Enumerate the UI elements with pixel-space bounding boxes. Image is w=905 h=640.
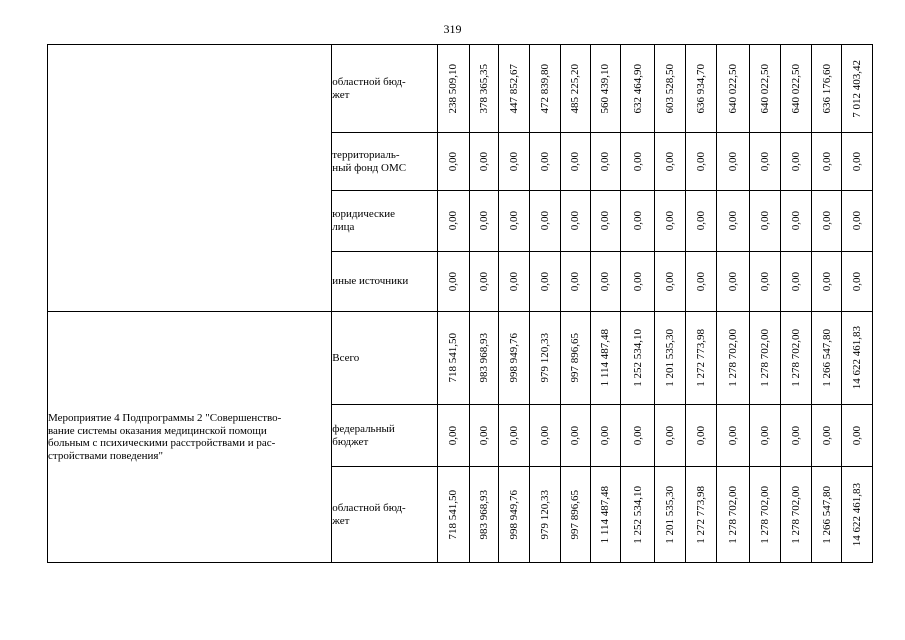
value-text: 1 278 702,00: [726, 329, 739, 387]
value-cell: [811, 405, 842, 467]
value-cell: [811, 45, 842, 133]
value-cell: [716, 252, 750, 312]
value-cell: [560, 252, 590, 312]
value-cell: [716, 45, 750, 133]
value-text: 640 022,50: [759, 63, 772, 114]
value-text: 1 114 487,48: [599, 329, 612, 387]
value-text: 7 012 403,42: [851, 59, 864, 118]
value-cell: [780, 133, 811, 191]
value-cell: [560, 133, 590, 191]
value-cell: [469, 312, 499, 405]
value-text: 0,00: [851, 211, 864, 231]
value-cell: [655, 133, 686, 191]
value-text: 998 949,76: [508, 489, 521, 540]
value-text: 0,00: [599, 151, 612, 172]
value-cell: [621, 191, 655, 252]
event-name-cell: [48, 45, 332, 312]
value-text: 1 266 547,80: [820, 485, 833, 544]
value-text: 0,00: [569, 151, 582, 172]
value-cell: [530, 312, 561, 405]
value-text: 979 120,33: [538, 333, 551, 383]
value-cell: [685, 191, 716, 252]
value-cell: [685, 45, 716, 133]
value-cell: [811, 252, 842, 312]
value-cell: [842, 312, 873, 405]
value-text: 1 266 547,80: [820, 329, 833, 387]
value-cell: [530, 252, 561, 312]
value-text: 447 852,67: [508, 63, 521, 114]
value-cell: [469, 467, 499, 563]
value-cell: [655, 467, 686, 563]
value-cell: [685, 133, 716, 191]
value-text: 14 622 461,83: [851, 326, 864, 390]
value-text: 0,00: [759, 425, 772, 446]
funding-source-cell: областной бюд- жет: [332, 45, 438, 133]
value-text: 0,00: [447, 271, 460, 292]
value-cell: [499, 191, 530, 252]
value-cell: [780, 467, 811, 563]
value-text: 1 201 535,30: [663, 329, 676, 387]
funding-source-cell: иные источники: [332, 252, 438, 312]
value-cell: [780, 312, 811, 405]
value-text: 0,00: [569, 211, 582, 231]
value-cell: [750, 133, 781, 191]
value-text: 0,00: [759, 151, 772, 172]
value-text: 472 839,80: [538, 63, 551, 114]
value-text: 14 622 461,83: [851, 482, 864, 547]
value-cell: [750, 312, 781, 405]
value-cell: [750, 252, 781, 312]
value-text: 0,00: [759, 271, 772, 292]
value-text: 1 114 487,48: [599, 485, 612, 544]
value-cell: [469, 252, 499, 312]
value-cell: [685, 405, 716, 467]
value-cell: [590, 45, 621, 133]
value-text: 0,00: [447, 425, 460, 446]
value-text: 560 439,10: [599, 63, 612, 114]
value-text: 640 022,50: [726, 63, 739, 114]
value-cell: [437, 133, 469, 191]
value-cell: [560, 467, 590, 563]
value-cell: [530, 467, 561, 563]
value-text: 0,00: [726, 271, 739, 292]
value-text: 0,00: [726, 425, 739, 446]
value-text: 636 934,70: [694, 63, 707, 114]
value-text: 0,00: [631, 425, 644, 446]
value-cell: [530, 45, 561, 133]
value-text: 0,00: [447, 211, 460, 231]
value-text: 0,00: [538, 425, 551, 446]
value-cell: [560, 191, 590, 252]
value-cell: [469, 405, 499, 467]
value-cell: [499, 45, 530, 133]
value-text: 0,00: [820, 271, 833, 292]
value-text: 0,00: [477, 425, 490, 446]
value-cell: [499, 467, 530, 563]
funding-source-cell: областной бюд- жет: [332, 467, 438, 563]
value-text: 0,00: [508, 151, 521, 172]
value-cell: [499, 133, 530, 191]
value-text: 0,00: [631, 211, 644, 231]
value-text: 979 120,33: [538, 489, 551, 540]
value-text: 0,00: [599, 271, 612, 292]
value-text: 1 272 773,98: [694, 485, 707, 544]
value-cell: [499, 405, 530, 467]
value-cell: [437, 45, 469, 133]
value-cell: [780, 45, 811, 133]
value-cell: [685, 312, 716, 405]
value-text: 0,00: [569, 425, 582, 446]
value-cell: [716, 467, 750, 563]
value-cell: [750, 467, 781, 563]
value-text: 0,00: [447, 151, 460, 172]
value-text: 0,00: [820, 211, 833, 231]
value-cell: [590, 312, 621, 405]
value-text: 0,00: [599, 211, 612, 231]
value-cell: [469, 191, 499, 252]
value-cell: [842, 191, 873, 252]
value-text: 0,00: [477, 271, 490, 292]
value-cell: [621, 252, 655, 312]
value-cell: [750, 405, 781, 467]
value-text: 1 201 535,30: [663, 485, 676, 544]
value-cell: [655, 45, 686, 133]
value-text: 0,00: [631, 271, 644, 292]
value-text: 238 509,10: [447, 63, 460, 114]
value-cell: [621, 133, 655, 191]
value-cell: [621, 467, 655, 563]
value-text: 0,00: [789, 271, 802, 292]
value-cell: [590, 467, 621, 563]
value-text: 998 949,76: [508, 333, 521, 383]
value-text: 0,00: [477, 211, 490, 231]
value-text: 0,00: [694, 151, 707, 172]
value-text: 640 022,50: [789, 63, 802, 114]
value-cell: [499, 252, 530, 312]
value-text: 0,00: [694, 271, 707, 292]
value-cell: [780, 252, 811, 312]
event-name-cell: Мероприятие 4 Подпрограммы 2 "Совершенство- вание системы оказания медицинской помощи больным с психическими расстройствами и рас- стройствами поведения": [48, 312, 332, 563]
funding-source-cell: территориаль- ный фонд ОМС: [332, 133, 438, 191]
value-cell: [685, 467, 716, 563]
value-text: 997 896,65: [569, 333, 582, 383]
value-text: 0,00: [726, 151, 739, 172]
budget-table: [47, 44, 905, 563]
value-cell: [621, 45, 655, 133]
value-cell: [530, 191, 561, 252]
value-text: 0,00: [820, 151, 833, 172]
table-row: [48, 45, 905, 133]
value-cell: [716, 405, 750, 467]
value-text: 636 176,60: [820, 63, 833, 114]
value-text: 0,00: [508, 271, 521, 292]
value-cell: [842, 405, 873, 467]
value-cell: [716, 133, 750, 191]
value-cell: [716, 191, 750, 252]
value-cell: [716, 312, 750, 405]
value-cell: [685, 252, 716, 312]
value-text: 1 278 702,00: [759, 329, 772, 387]
value-cell: [560, 45, 590, 133]
value-text: 0,00: [851, 271, 864, 292]
value-text: 983 968,93: [477, 489, 490, 540]
value-text: 718 541,50: [447, 489, 460, 540]
value-text: 0,00: [789, 211, 802, 231]
value-text: 0,00: [694, 425, 707, 446]
value-cell: [780, 405, 811, 467]
value-cell: [811, 467, 842, 563]
value-cell: [655, 191, 686, 252]
value-cell: [437, 467, 469, 563]
value-cell: [590, 133, 621, 191]
value-cell: [842, 252, 873, 312]
value-text: 1 252 534,10: [631, 485, 644, 544]
value-cell: [530, 405, 561, 467]
value-cell: [437, 405, 469, 467]
value-cell: [780, 191, 811, 252]
value-text: 0,00: [508, 425, 521, 446]
value-cell: [750, 191, 781, 252]
value-text: 0,00: [538, 271, 551, 292]
value-text: 0,00: [663, 211, 676, 231]
value-cell: [469, 45, 499, 133]
value-text: 378 365,35: [477, 63, 490, 114]
value-cell: [560, 405, 590, 467]
value-cell: [842, 45, 873, 133]
value-text: 0,00: [694, 211, 707, 231]
value-text: 0,00: [631, 151, 644, 172]
value-cell: [590, 191, 621, 252]
value-cell: [560, 312, 590, 405]
value-cell: [437, 191, 469, 252]
value-text: 1 252 534,10: [631, 329, 644, 387]
value-text: 0,00: [726, 211, 739, 231]
value-text: 718 541,50: [447, 333, 460, 383]
page-number: 319: [443, 22, 462, 36]
value-cell: [750, 45, 781, 133]
value-cell: [499, 312, 530, 405]
value-text: 0,00: [759, 211, 772, 231]
funding-source-cell: юридические лица: [332, 191, 438, 252]
value-cell: [437, 312, 469, 405]
value-text: 1 278 702,00: [789, 329, 802, 387]
value-text: 0,00: [599, 425, 612, 446]
value-cell: [811, 191, 842, 252]
value-text: 0,00: [820, 425, 833, 446]
value-cell: [842, 133, 873, 191]
value-text: 983 968,93: [477, 333, 490, 383]
value-text: 0,00: [569, 271, 582, 292]
value-cell: [811, 312, 842, 405]
value-text: 1 278 702,00: [726, 485, 739, 544]
value-cell: [590, 405, 621, 467]
value-text: 0,00: [789, 151, 802, 172]
value-text: 0,00: [477, 151, 490, 172]
funding-source-cell: Всего: [332, 312, 438, 405]
value-cell: [842, 467, 873, 563]
value-text: 0,00: [851, 425, 864, 446]
value-text: 997 896,65: [569, 489, 582, 540]
value-text: 0,00: [538, 151, 551, 172]
value-cell: [469, 133, 499, 191]
funding-source-cell: федеральный бюджет: [332, 405, 438, 467]
value-text: 1 272 773,98: [694, 329, 707, 387]
value-text: 485 225,20: [569, 63, 582, 114]
value-text: 0,00: [508, 211, 521, 231]
value-text: 1 278 702,00: [759, 485, 772, 544]
value-text: 0,00: [663, 271, 676, 292]
value-text: 0,00: [663, 425, 676, 446]
value-cell: [811, 133, 842, 191]
value-cell: [621, 405, 655, 467]
value-text: 0,00: [789, 425, 802, 446]
value-cell: [655, 252, 686, 312]
value-cell: [437, 252, 469, 312]
value-text: 0,00: [663, 151, 676, 172]
value-cell: [621, 312, 655, 405]
value-cell: [655, 312, 686, 405]
value-text: 0,00: [538, 211, 551, 231]
table-row: [48, 312, 905, 405]
value-text: 0,00: [851, 151, 864, 172]
value-text: 1 278 702,00: [789, 485, 802, 544]
value-cell: [590, 252, 621, 312]
value-cell: [530, 133, 561, 191]
value-text: 603 528,50: [663, 63, 676, 114]
value-text: 632 464,90: [631, 63, 644, 114]
value-cell: [655, 405, 686, 467]
